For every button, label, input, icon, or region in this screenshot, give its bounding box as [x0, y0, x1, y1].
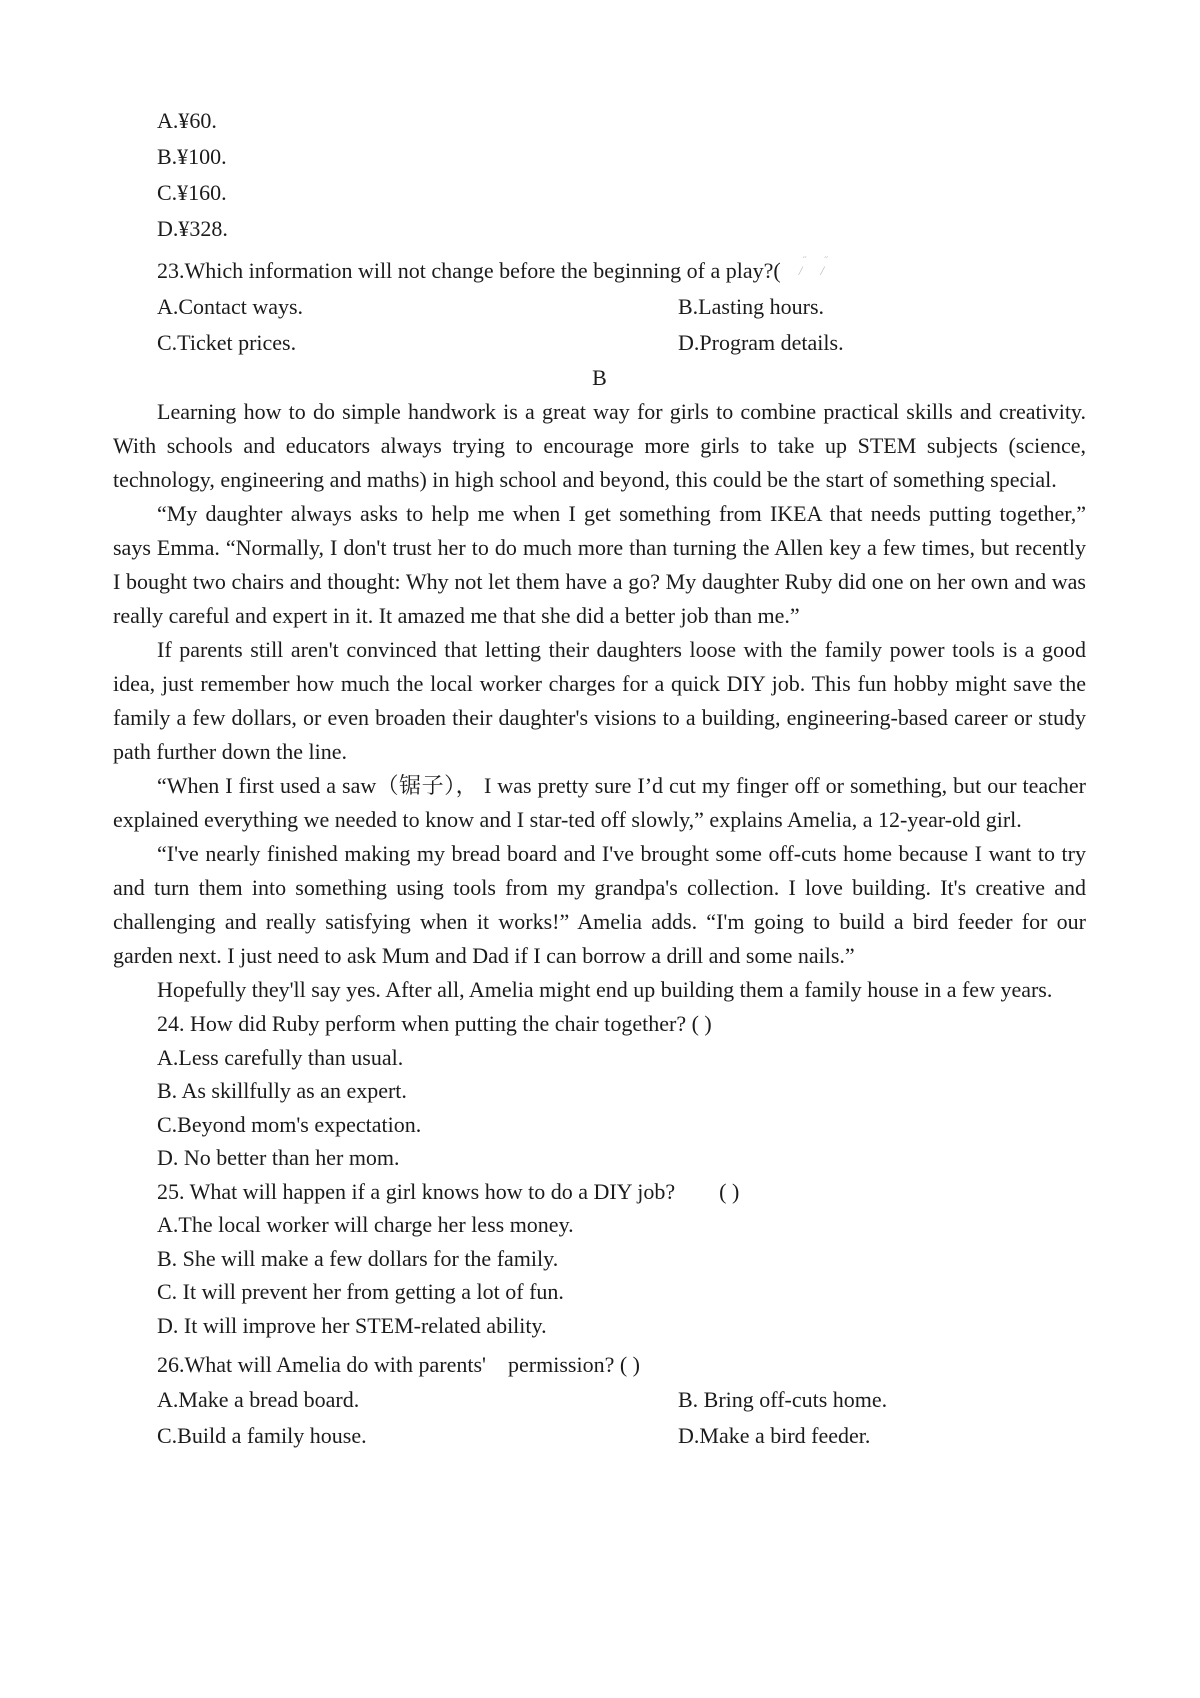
smudge-mark — [820, 255, 829, 278]
passage-paragraph: “My daughter always asks to help me when I get something from IKEA that needs putting together,” says Emma. “Normally, I don't trust her to do much more than turning the Allen key a few times, but recently I bought two chairs and thought: Why not let them have a go? My daughter Ruby did one on her own and was really careful and expert in it. It amazed me that she did a better job than me.” — [113, 501, 1086, 628]
options-row — [113, 1418, 1086, 1454]
passage-paragraph: “I've nearly finished making my bread board and I've brought some off-cuts home because I want to try and turn them into something using tools from my grandpa's collection. I love building. It's creative and challenging and really satisfying when it works!” Amelia adds. “I'm going to build a bird feeder for our garden next. I just need to ask Mum and Dad if I can borrow a drill and some nails.” — [113, 841, 1086, 968]
answer-option: D.Program details. — [678, 330, 844, 355]
passage-paragraph: If parents still aren't convinced that letting their daughters loose with the family power tools is a good idea, just remember how much the local worker charges for a quick DIY job. This fun hobby might save the family a few dollars, or even broaden their daughter's visions to a building, engineering-based career or study path further down the line. — [113, 637, 1086, 764]
answer-option: C.Beyond mom's expectation. — [157, 1111, 422, 1137]
answer-option: A.Less carefully than usual. — [157, 1044, 404, 1070]
answer-option: C.Ticket prices. — [157, 330, 297, 355]
answer-option: B. She will make a few dollars for the family. — [157, 1245, 559, 1271]
section-label: B — [592, 365, 607, 390]
faint-smudge-marks — [781, 253, 829, 289]
answer-option: A.¥60. — [157, 108, 217, 133]
question-24: 24. How did Ruby perform when putting the chair together? ( ) — [157, 1011, 712, 1036]
passage-paragraph: “When I first used a saw（锯子）， I was pretty sure I’d cut my finger off or something, but our teacher explained everything we needed to know and I star-ted off slowly,” explains Amelia, a 12-year-old girl. — [113, 773, 1086, 832]
answer-option: C.¥160. — [157, 180, 227, 205]
answer-option: B.¥100. — [157, 144, 227, 169]
question-23 — [113, 253, 1086, 289]
question-text: 23.Which information will not change before the beginning of a play?( — [157, 258, 781, 283]
answer-option: D. It will improve her STEM-related ability. — [157, 1312, 547, 1338]
passage-paragraph: Hopefully they'll say yes. After all, Amelia might end up building them a family house in a few years. — [157, 977, 1053, 1002]
question-26: 26.What will Amelia do with parents' permission? ( ) — [157, 1352, 640, 1377]
answer-option: D.¥328. — [157, 216, 228, 241]
answer-option: A.The local worker will charge her less money. — [157, 1212, 574, 1237]
exam-content — [113, 103, 1086, 1454]
answer-option: C. It will prevent her from getting a lot of fun. — [157, 1279, 564, 1304]
options-row — [113, 1382, 1086, 1418]
options-row — [113, 289, 1086, 325]
smudge-stroke: / — [820, 263, 825, 278]
smudge-dot: ˝ — [802, 255, 807, 267]
answer-option: B. Bring off-cuts home. — [678, 1386, 888, 1412]
answer-option: C.Build a family house. — [157, 1422, 367, 1448]
answer-option: D. No better than her mom. — [157, 1145, 400, 1170]
answer-option: A.Contact ways. — [157, 294, 304, 319]
answer-option: B.Lasting hours. — [678, 294, 825, 319]
question-25: 25. What will happen if a girl knows how to do a DIY job? ( ) — [157, 1178, 740, 1204]
options-row — [113, 325, 1086, 361]
answer-option: A.Make a bread board. — [157, 1386, 360, 1412]
smudge-stroke: / — [798, 263, 803, 278]
answer-option: D.Make a bird feeder. — [678, 1422, 871, 1448]
smudge-dot: ˝ — [824, 255, 829, 267]
passage-paragraph: Learning how to do simple handwork is a great way for girls to combine practical skills and creativity. With schools and educators always trying to encourage more girls to take up STEM subjects (science, technology, engineering and maths) in high school and beyond, this could be the start of something special. — [113, 399, 1086, 492]
answer-option: B. As skillfully as an expert. — [157, 1078, 407, 1103]
smudge-mark — [798, 255, 807, 278]
